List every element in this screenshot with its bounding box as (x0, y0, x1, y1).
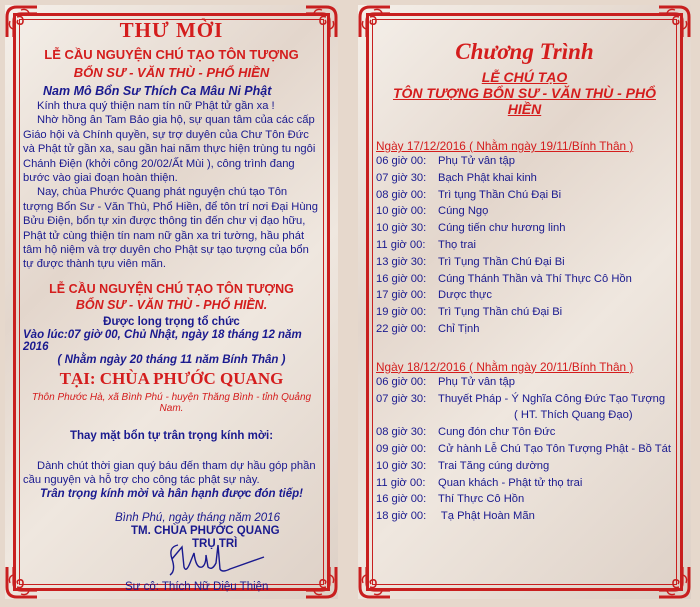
schedule-item (376, 391, 673, 408)
corner-ornament-icon (657, 5, 691, 39)
schedule-time: 07 giờ 30: (376, 392, 427, 405)
schedule-event: Thuyết Pháp - Ý Nghĩa Công Đức Tạo Tượng (438, 392, 666, 405)
event-time: Vào lúc:07 giờ 00, Chủ Nhật, ngày 18 tháng 12 năm 2016 (23, 328, 302, 353)
schedule-item (376, 254, 673, 271)
organized-line: Được long trọng tổ chức (103, 315, 240, 328)
corner-ornament-icon (358, 5, 392, 39)
organization-line: TM. CHÙA PHƯỚC QUANG (131, 524, 280, 537)
closing-paragraph: Dành chút thời gian quý báu đến tham dự hầu góp phần cầu nguyện và hỗ trợ cho công tác phật sự này. (23, 459, 316, 486)
schedule-item (376, 458, 673, 475)
schedule-time: 08 giờ 30: (376, 426, 427, 439)
schedule-event: Chỉ Tịnh (438, 322, 480, 335)
invitation-panel (5, 5, 338, 599)
schedule-item (376, 287, 673, 304)
schedule-event: Phụ Tử vân tập (438, 155, 515, 167)
closing-welcome: Trân trọng kính mời và hân hạnh được đón tiếp! (39, 487, 304, 500)
schedule-event: Quan khách - Phật tử thọ trai (438, 476, 583, 489)
date-line: Bình Phú, ngày tháng năm 2016 (115, 511, 280, 524)
event-title: LỄ CẦU NGUYỆN CHÚ TẠO TÔN TƯỢNG (49, 281, 294, 296)
abbess-title: TRỤ TRÌ (192, 537, 238, 550)
event-lunar-date: ( Nhằm ngày 20 tháng 11 năm Bính Thân ) (57, 353, 286, 366)
signature-icon (160, 539, 270, 579)
schedule-item (376, 374, 673, 391)
schedule-event: Dược thực (438, 289, 493, 302)
schedule-time: 13 giờ 30: (376, 255, 427, 268)
schedule-event: Thọ trai (438, 238, 476, 251)
schedule-time: 17 giờ 00: (376, 289, 427, 302)
schedule-item (376, 153, 673, 170)
corner-ornament-icon (657, 565, 691, 599)
schedule-item (376, 170, 673, 187)
schedule-time: 19 giờ 00: (376, 306, 427, 319)
schedule-time: 08 giờ 00: (376, 188, 427, 201)
schedule-time: 10 giờ 30: (376, 222, 427, 235)
schedule-item (376, 321, 673, 338)
schedule-event: Trì Tụng Thần Chú Đại Bi (438, 255, 565, 268)
day1-heading: Ngày 17/12/2016 ( Nhằm ngày 19/11/Bính Thân ) (376, 139, 634, 153)
schedule-time: 06 giờ 00: (376, 155, 427, 167)
schedule-event: Bạch Phật khai kinh (438, 171, 537, 184)
schedule-item (376, 304, 673, 321)
schedule-time: 22 giờ 00: (376, 322, 427, 335)
schedule-time: 10 giờ 00: (376, 205, 427, 218)
corner-ornament-icon (5, 565, 39, 599)
day2-schedule (376, 374, 673, 525)
program-subtitle-names: TÔN TƯỢNG BỔN SƯ - VĂN THÙ - PHỔ HIỀN (392, 85, 657, 117)
corner-ornament-icon (304, 565, 338, 599)
schedule-event: Cúng tiến chư hương linh (438, 222, 566, 235)
schedule-item (376, 187, 673, 204)
schedule-note: ( HT. Thích Quang Đạo) (514, 409, 633, 422)
schedule-item (376, 508, 673, 525)
greeting-paragraph: Kính thưa quý thiện nam tín nữ Phật tử gần xa ! (37, 100, 275, 112)
schedule-item (376, 271, 673, 288)
namo-line: Nam Mô Bổn Sư Thích Ca Mâu Ni Phật (43, 84, 272, 98)
schedule-item (376, 491, 673, 508)
schedule-item (376, 424, 673, 441)
invitation-subtitle: LỄ CẦU NGUYỆN CHÚ TẠO TÔN TƯỢNG (44, 47, 299, 62)
schedule-time: 11 giờ 00: (376, 476, 426, 489)
body-paragraph: Nhờ hồng ân Tam Bảo gia hộ, sự quan tâm của các cấp Giáo hội và Chính quyền, sự trợ duyên của Chư Tôn Đức và Phật tử gần xa, sau gần hai năm thực hiện trùng tu ngôi Chánh Điện (khởi công 20/02/Ất Mùi ), công trình đang bước vào giai đoạn hoàn thiện. (23, 114, 316, 185)
invitation-subtitle-names: BỔN SƯ - VĂN THÙ - PHỔ HIỀN (73, 65, 270, 80)
schedule-event: Trai Tăng cúng dường (438, 459, 550, 472)
on-behalf-line: Thay mặt bổn tự trân trọng kính mời: (69, 429, 274, 442)
schedule-event: Cử hành Lễ Chú Tạo Tôn Tượng Phật - Bồ Tát (438, 442, 671, 455)
schedule-item (376, 475, 673, 492)
day1-schedule (376, 153, 673, 338)
schedule-time: 06 giờ 00: (376, 375, 427, 388)
schedule-time: 16 giờ 00: (376, 272, 427, 285)
corner-ornament-icon (304, 5, 338, 39)
corner-ornament-icon (5, 5, 39, 39)
schedule-event: Cung đón chư Tôn Đức (438, 426, 556, 439)
program-subtitle: LỄ CHÚ TẠO (481, 69, 568, 85)
schedule-item (376, 441, 673, 458)
body-paragraph: Nay, chùa Phước Quang phát nguyện chú tạo Tôn tượng Bổn Sư - Văn Thù, Phổ Hiền, để tôn trí nơi Đại Hùng Bửu Điện, bổn tự xin được thông tin đến chư vị đạo hữu, Phật tử cùng thiện tín nam nữ gần xa tri tường, hầu phát tâm hộ niệm và trợ duyên cho Phật sự tạo tượng của bổn tự được thành tựu viên mãn. (23, 186, 318, 271)
corner-ornament-icon (358, 565, 392, 599)
schedule-item (376, 237, 673, 254)
event-place: TẠI: CHÙA PHƯỚC QUANG (59, 368, 284, 388)
event-address: Thôn Phước Hà, xã Bình Phú - huyện Thăng Bình - tỉnh Quảng Nam. (31, 391, 312, 414)
schedule-item (376, 220, 673, 237)
invitation-title: THƯ MỜI (119, 18, 224, 42)
schedule-event: Tạ Phật Hoàn Mãn (438, 510, 535, 523)
schedule-time: 09 giờ 00: (376, 442, 427, 455)
program-panel (358, 5, 691, 599)
schedule-event: Thí Thực Cô Hồn (438, 493, 525, 506)
schedule-time: 07 giờ 30: (376, 171, 427, 184)
schedule-time: 16 giờ 00: (376, 493, 427, 506)
schedule-event: Cúng Ngọ (438, 205, 489, 218)
schedule-event: Trì Tụng Thần chú Đại Bi (438, 306, 563, 319)
schedule-time: 10 giờ 30: (376, 459, 427, 472)
program-title: Chương Trình (455, 39, 594, 64)
schedule-event: Trì tụng Thần Chú Đại Bi (438, 188, 562, 201)
schedule-time: 11 giờ 00: (376, 238, 426, 251)
schedule-time: 18 giờ 00: (376, 510, 427, 523)
schedule-event: Phụ Tử vân tập (438, 375, 515, 388)
event-title-names: BỔN SƯ - VĂN THÙ - PHỔ HIỀN. (75, 297, 268, 312)
schedule-event: Cúng Thánh Thần và Thí Thực Cô Hồn (438, 272, 632, 285)
schedule-item (376, 203, 673, 220)
day2-heading: Ngày 18/12/2016 ( Nhằm ngày 20/11/Bính Thân ) (376, 359, 634, 374)
signer-name: Sư cô: Thích Nữ Diệu Thiện (125, 581, 269, 593)
